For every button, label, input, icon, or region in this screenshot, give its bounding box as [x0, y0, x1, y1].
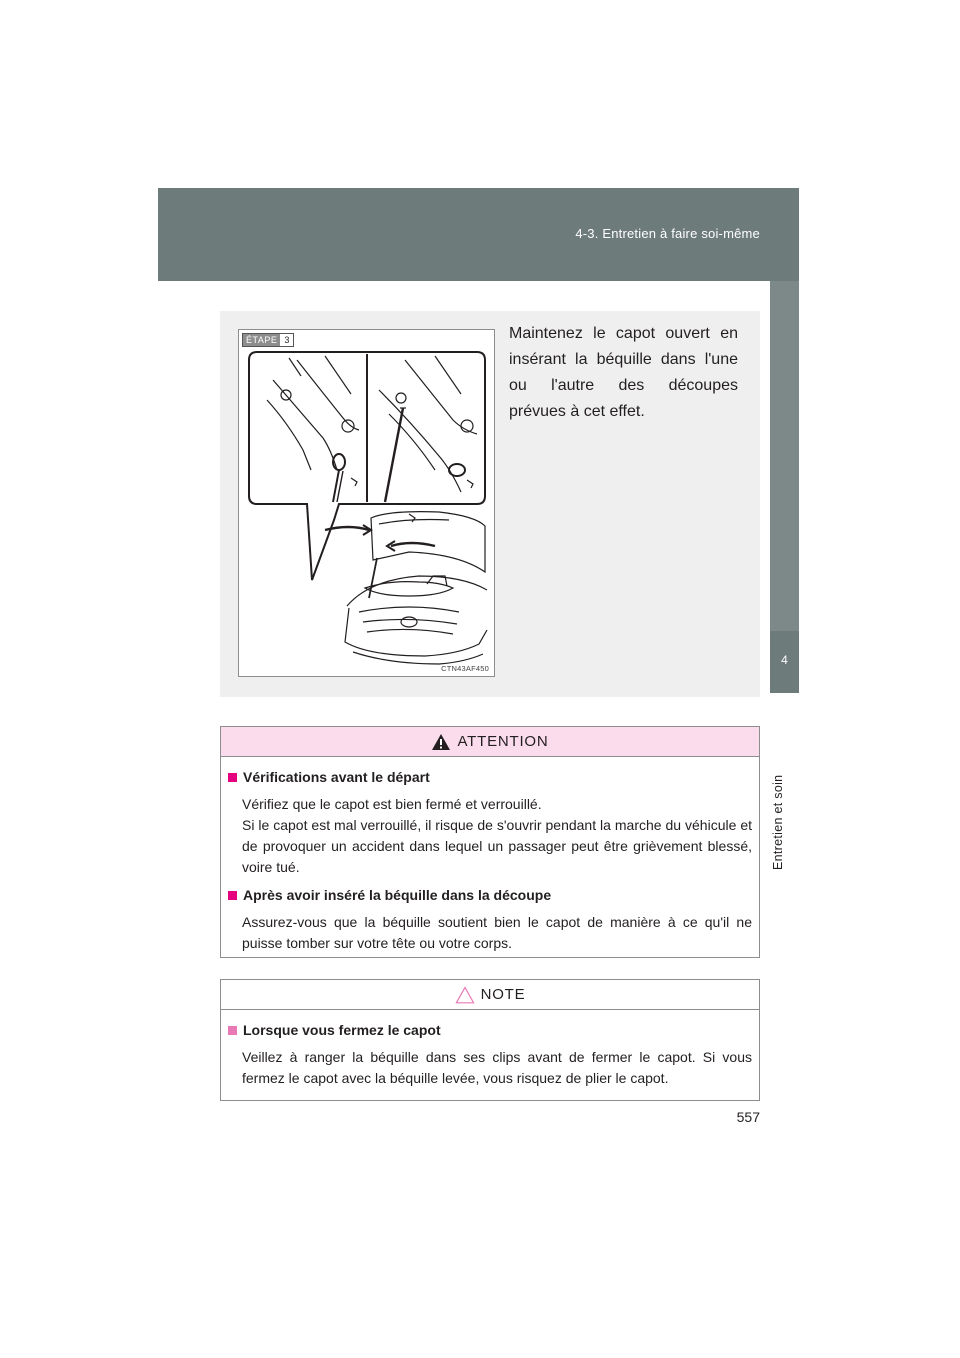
hood-stay-drawing — [239, 330, 495, 677]
attention-item-text: Assurez-vous que la béquille soutient bien le capot de manière à ce qu'il ne puisse tomber sur votre tête ou votre corps. — [242, 914, 752, 951]
section-title: 4-3. Entretien à faire soi-même — [575, 226, 760, 241]
step-label — [242, 333, 294, 347]
caution-triangle-icon — [455, 986, 475, 1004]
attention-header — [221, 727, 759, 757]
chapter-tab — [770, 693, 799, 873]
step-instruction: Maintenez le capot ouvert en insérant la béquille dans l'une ou l'autre des découpes prévues à cet effet. — [509, 325, 738, 420]
attention-box — [220, 726, 760, 958]
figure-code: CTN43AF450 — [441, 664, 489, 673]
note-title: NOTE — [480, 986, 526, 1003]
note-item-heading-text: Lorsque vous fermez le capot — [243, 1022, 441, 1038]
note-body — [221, 1010, 759, 1089]
attention-title: ATTENTION — [457, 733, 549, 750]
bullet-square-icon — [228, 773, 237, 782]
note-box — [220, 979, 760, 1101]
page-number: 557 — [736, 1109, 760, 1125]
attention-body — [221, 757, 759, 954]
note-item-heading — [228, 1020, 752, 1040]
step-panel — [220, 311, 760, 697]
note-header — [221, 980, 759, 1010]
attention-item-heading — [228, 885, 752, 905]
step-word: ÉTAPE — [243, 334, 280, 346]
warning-triangle-icon — [431, 733, 451, 751]
bullet-square-icon — [228, 891, 237, 900]
hood-stay-illustration — [238, 329, 495, 677]
bullet-square-icon — [228, 1026, 237, 1035]
attention-item-heading-text: Après avoir inséré la béquille dans la découpe — [243, 887, 552, 903]
step-number: 3 — [280, 334, 293, 346]
side-tab-background — [770, 281, 799, 631]
chapter-number: 4 — [770, 631, 799, 693]
note-item-text: Veillez à ranger la béquille dans ses clips avant de fermer le capot. Si vous fermez le capot avec la béquille levée, vous risquez de plier le capot. — [242, 1049, 752, 1086]
chapter-label: Entretien et soin — [771, 774, 785, 870]
attention-item-heading — [228, 767, 752, 787]
attention-item-text: Vérifiez que le capot est bien fermé et verrouillé. Si le capot est mal verrouillé, il risque de s'ouvrir pendant la marche du véhicule et de provoquer un accident dans lequel un passager peut être grièvement blessé, voire tué. — [242, 796, 752, 875]
header-band — [158, 188, 799, 281]
attention-item-heading-text: Vérifications avant le départ — [243, 769, 430, 785]
